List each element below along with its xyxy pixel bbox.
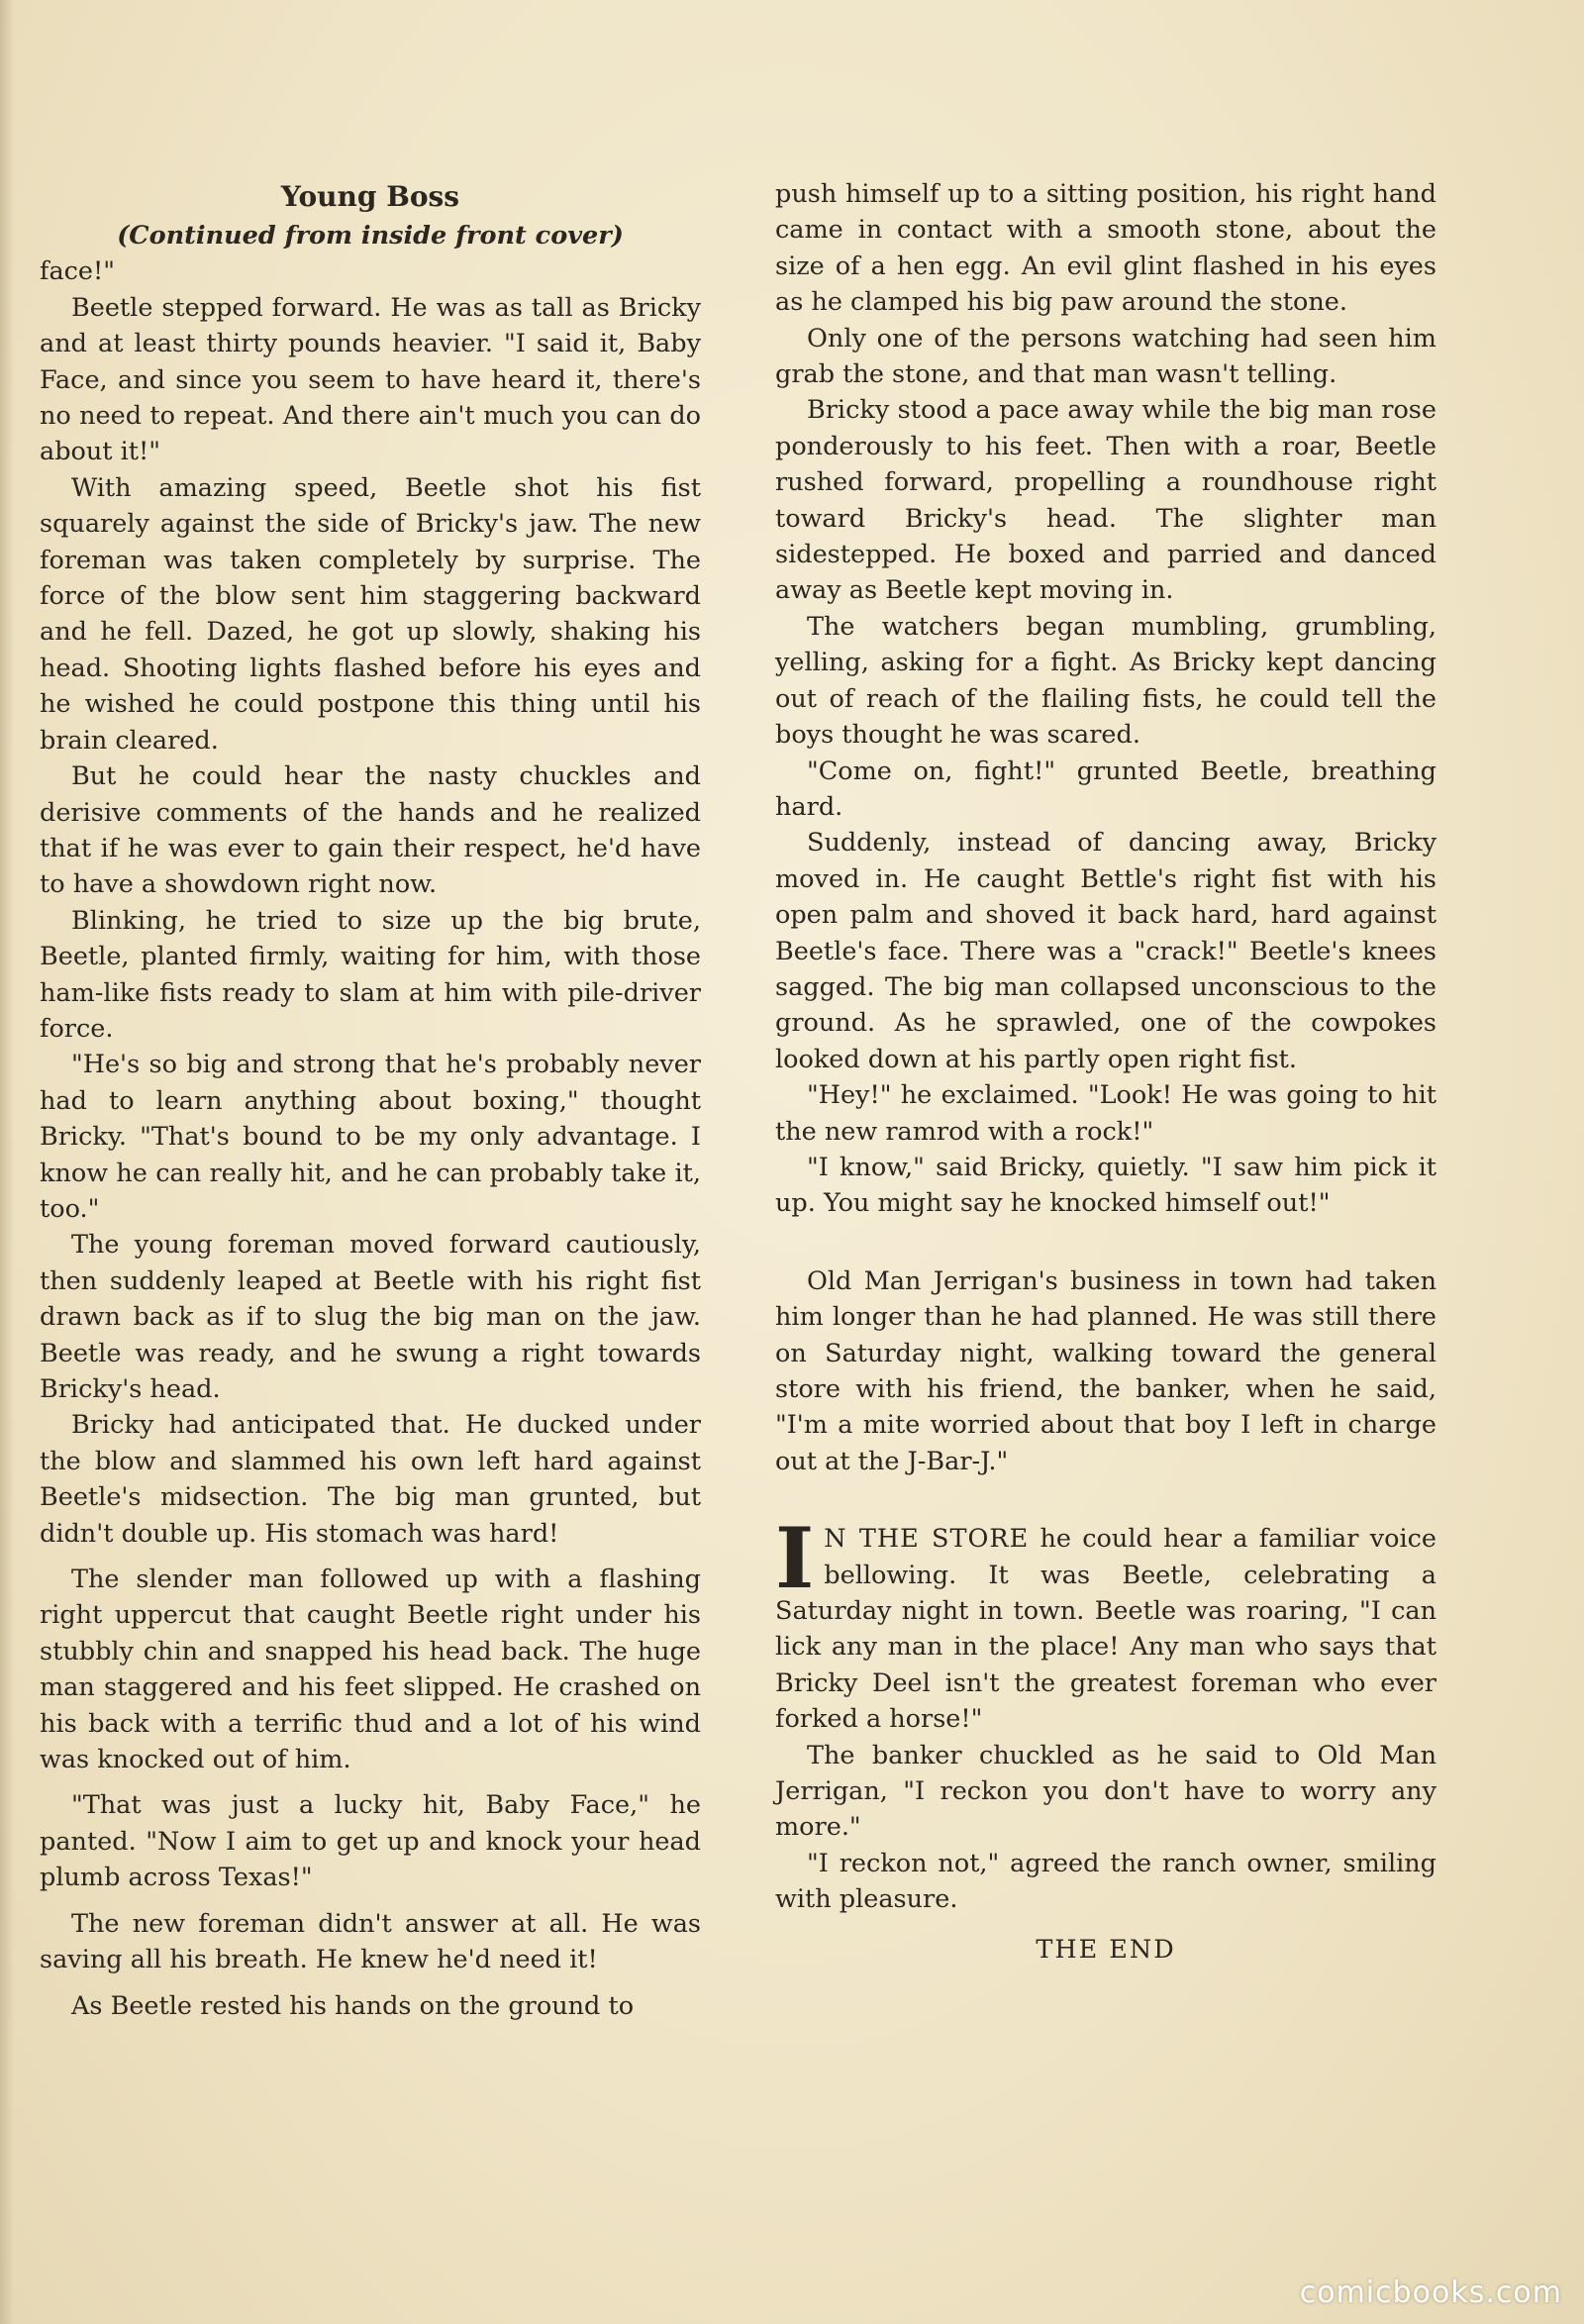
section-break <box>775 1479 1436 1521</box>
paragraph: With amazing speed, Beetle shot his fist squarely against the side of Bricky's jaw. The new foreman was taken completely by surprise. The force of the blow sent him staggering backward and he fell. Dazed, he got up slowly, shaking his head. Shooting lights flashed before his eyes and he wished he could postpone this thing until his brain cleared. <box>40 472 701 756</box>
page-edge <box>0 0 14 2324</box>
story-title: Young Boss <box>280 180 460 213</box>
drop-cap-letter: I <box>775 1509 815 1608</box>
paragraph: The watchers began mumbling, grumbling, yelling, asking for a fight. As Bricky kept dancing out of reach of the flailing fists, he could tell the boys thought he was scared. <box>775 611 1436 751</box>
paragraph: Bricky stood a pace away while the big man rose ponderously to his feet. Then with a roar, Beetle rushed forward, propelling a roundhouse right toward Bricky's head. The slighter man sidestepped. He boxed and parried and danced away as Beetle kept moving in. <box>775 395 1436 606</box>
left-column <box>40 176 701 2024</box>
paragraph: The young foreman moved forward cautiously, then suddenly leaped at Beetle with his right fist drawn back as if to slug the big man on the jaw. Beetle was ready, and he swung a right towards Bricky's head. <box>40 1230 701 1404</box>
right-column <box>775 176 1436 1968</box>
paragraph: Old Man Jerrigan's business in town had taken him longer than he had planned. He was still there on Saturday night, walking toward the general store with his friend, the banker, when he said, "I'm a mite worried about that boy I left in charge out at the J-Bar-J." <box>775 1265 1436 1476</box>
the-end-label: THE END <box>1036 1934 1176 1965</box>
section-break <box>775 1222 1436 1263</box>
paragraph: Only one of the persons watching had seen him grab the stone, and that man wasn't telling. <box>775 323 1436 390</box>
paragraph: Bricky had anticipated that. He ducked under the blow and slammed his own left hard against Beetle's midsection. The big man grunted, but didn't double up. His stomach was hard! <box>40 1410 701 1549</box>
paragraph: "I know," said Bricky, quietly. "I saw him pick it up. You might say he knocked himself out!" <box>775 1152 1436 1219</box>
paragraph: push himself up to a sitting position, his right hand came in contact with a smooth stone, about the size of a hen egg. An evil glint flashed in his eyes as he clamped his big paw around the stone. <box>775 179 1436 318</box>
paragraph: "That was just a lucky hit, Baby Face," he panted. "Now I aim to get up and knock your head plumb across Texas!" <box>40 1790 701 1893</box>
paragraph: Blinking, he tried to size up the big brute, Beetle, planted firmly, waiting for him, with those ham-like fists ready to slam at him with pile-driver force. <box>40 905 701 1044</box>
paragraph: The slender man followed up with a flashing right uppercut that caught Beetle right under his stubbly chin and snapped his head back. The huge man staggered and his feet slipped. He crashed on his back with a terrific thud and a lot of his wind was knocked out of him. <box>40 1565 701 1775</box>
paragraph: Suddenly, instead of dancing away, Bricky moved in. He caught Bettle's right fist with his open palm and shoved it back hard, hard against Beetle's face. There was a "crack!" Beetle's knees sagged. The big man collapsed unconscious to the ground. As he sprawled, one of the cowpokes looked down at his partly open right fist. <box>775 828 1436 1074</box>
story-subtitle: (Continued from inside front cover) <box>117 221 624 251</box>
dropcap-rest: he could hear a familiar voice bellowing. It was Beetle, celebrating a Saturday night in town. Beetle was roaring, "I can lick any man in the place! Any man who says that Bricky Deel isn't the greatest foreman who ever forked a horse!" <box>775 1524 1436 1735</box>
paragraph: The new foreman didn't answer at all. He was saving all his breath. He knew he'd need it! <box>40 1908 701 1975</box>
paragraph: Beetle stepped forward. He was as tall as Bricky and at least thirty pounds heavier. "I said it, Baby Face, and since you seem to have heard it, there's no need to repeat. And there ain't much you can do about it!" <box>40 292 701 467</box>
watermark: comicbooks.com <box>1299 2275 1562 2310</box>
paragraph: As Beetle rested his hands on the ground to <box>71 1990 635 2021</box>
paragraph: But he could hear the nasty chuckles and derisive comments of the hands and he realized that if he was ever to gain their respect, he'd have to have a showdown right now. <box>40 761 701 900</box>
paragraph: "Hey!" he exclaimed. "Look! He was going to hit the new ramrod with a rock!" <box>775 1080 1436 1147</box>
paragraph: "Come on, fight!" grunted Beetle, breathing hard. <box>775 756 1436 822</box>
dropcap-lead: N THE STORE <box>824 1524 1030 1555</box>
paragraph: face!" <box>40 256 115 287</box>
paragraph: The banker chuckled as he said to Old Man Jerrigan, "I reckon you don't have to worry any more." <box>775 1740 1436 1843</box>
paragraph: "He's so big and strong that he's probably never had to learn anything about boxing," thought Bricky. "That's bound to be my only advantage. I know he can really hit, and he can probably take it, too." <box>40 1050 701 1224</box>
paragraph: "I reckon not," agreed the ranch owner, smiling with pleasure. <box>775 1848 1436 1915</box>
dropcap-paragraph <box>775 1509 1436 1737</box>
